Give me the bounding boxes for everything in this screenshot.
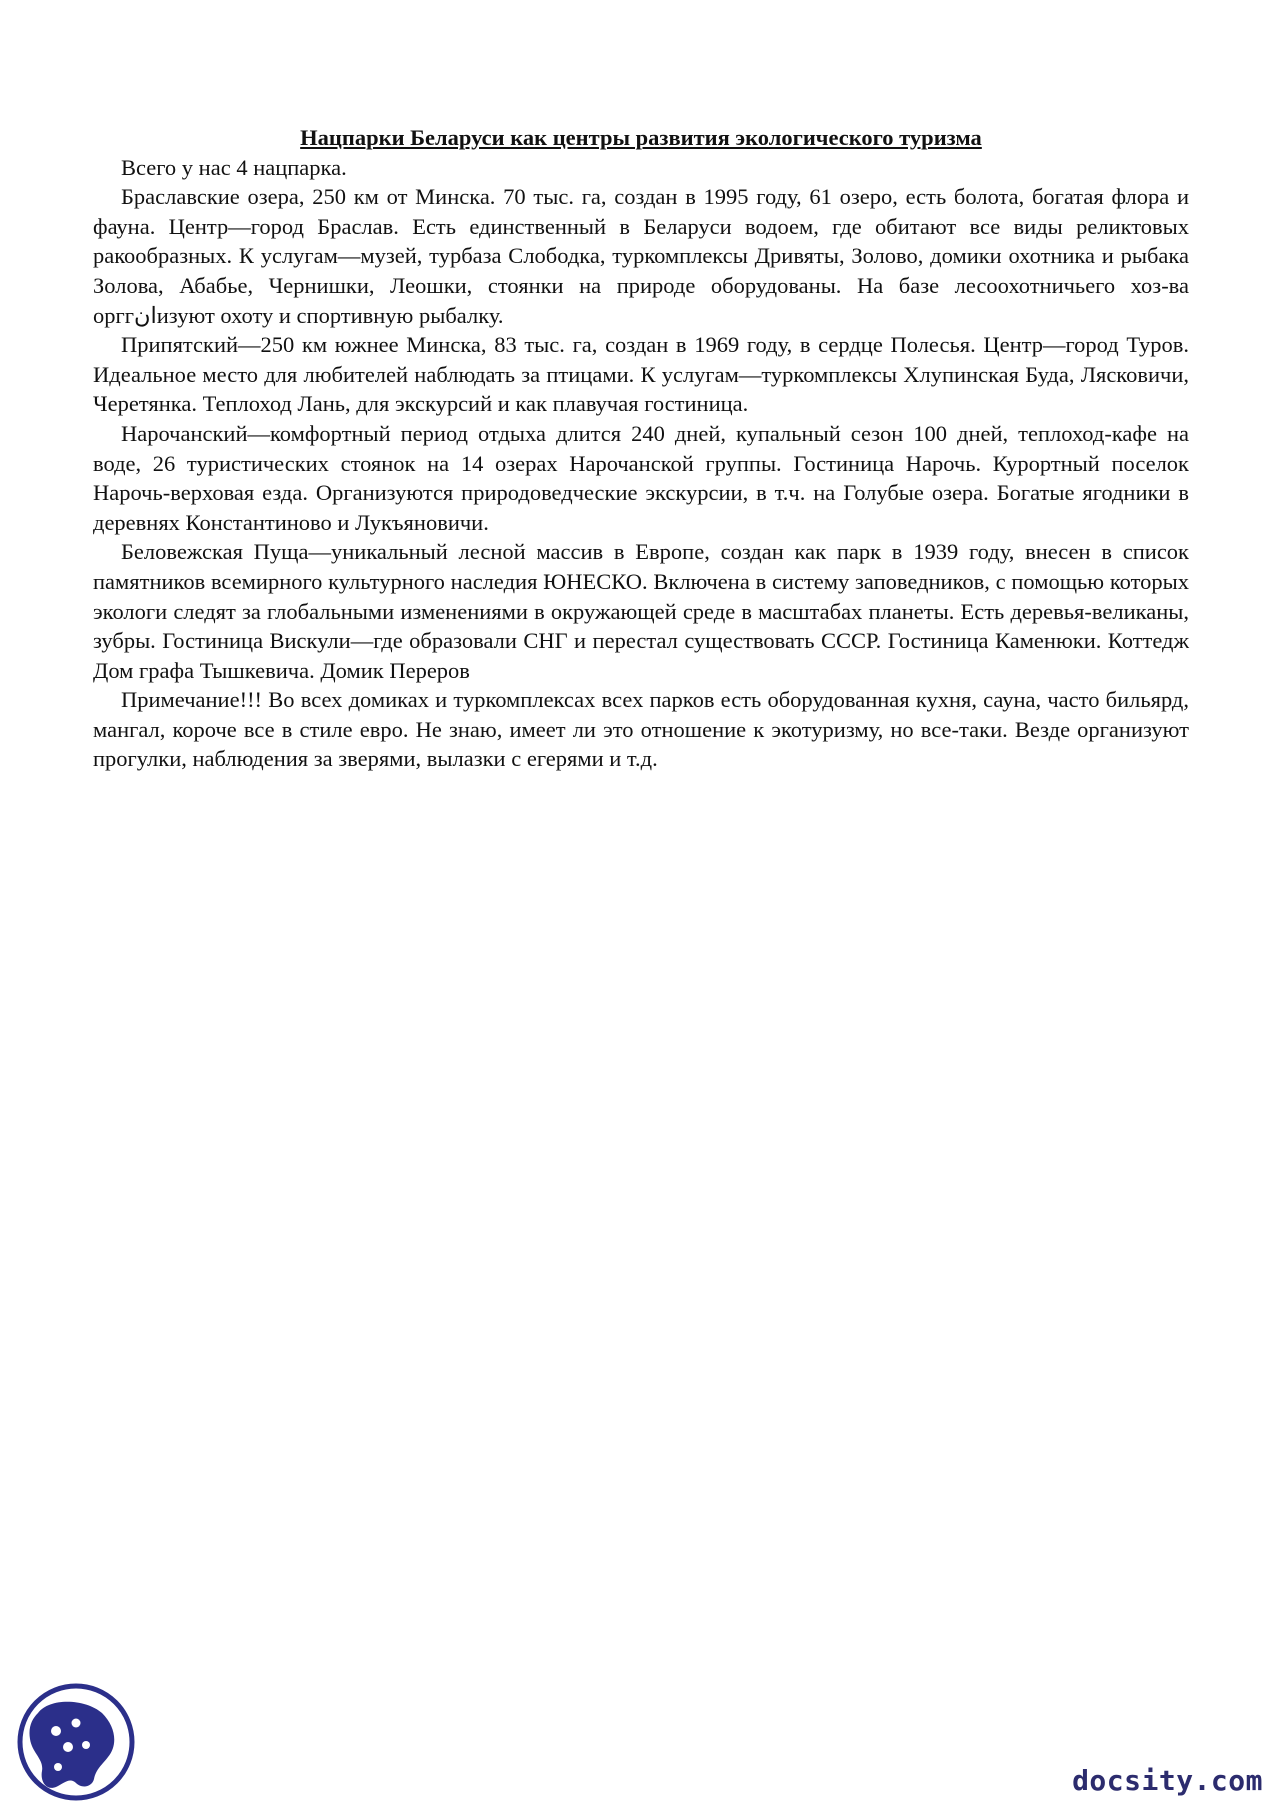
paragraph-note: Примечание!!! Во всех домиках и туркомплексах всех парков есть оборудованная кухня, сауна, часто бильярд, мангал, короче все в стиле евро. Не знаю, имеет ли это отношение к экотуризму, но все-таки. Везде организуют прогулки, наблюдения за зверями, вылазки с егерями и т.д. bbox=[93, 687, 1189, 772]
document-body bbox=[93, 123, 1189, 774]
paragraph-braslav: Браславские озера, 250 км от Минска. 70 тыс. га, создан в 1995 году, 61 озеро, есть болота, богатая флора и фауна. Центр—город Браслав. Есть единственный в Беларуси водоем, где обитают все виды реликтовых ракообразных. К услугам—музей, турбаза Слободка, туркомплексы Дривяты, Золово, домики охотника и рыбака Золова, Абабье, Чернишки, Леошки, стоянки на природе оборудованы. На базе лесоохотничьего хоз-ва орггانизуют охоту и спортивную рыбалку. bbox=[93, 184, 1189, 328]
paragraph-pripyat: Припятский—250 км южнее Минска, 83 тыс. га, создан в 1969 году, в сердце Полесья. Центр—город Туров. Идеальное место для любителей наблюдать за птицами. К услугам—туркомплексы Хлупинская Буда, Лясковичи, Черетянка. Теплоход Лань, для экскурсий и как плавучая гостиница. bbox=[93, 332, 1189, 417]
docsity-logo-icon bbox=[16, 1683, 136, 1801]
paragraph-intro: Всего у нас 4 нацпарка. bbox=[121, 154, 347, 180]
paragraph-naroch: Нарочанский—комфортный период отдыха длится 240 дней, купальный сезон 100 дней, теплоход-кафе на воде, 26 туристических стоянок на 14 озерах Нарочанской группы. Гостиница Нарочь. Курортный поселок Нарочь-верховая езда. Организуются природоведческие экскурсии, в т.ч. на Голубые озера. Богатые ягодники в деревнях Константиново и Лукъяновичи. bbox=[93, 420, 1189, 535]
document-title: Нацпарки Беларуси как центры развития экологического туризма bbox=[300, 125, 982, 150]
paragraph-belovezh: Беловежская Пуща—уникальный лесной массив в Европе, создан как парк в 1939 году, внесен в список памятников всемирного культурного наследия ЮНЕСКО. Включена в систему заповедников, с помощью которых экологи следят за глобальными изменениями в окружающей среде в масштабах планеты. Есть деревья-великаны, зубры. Гостиница Вискули—где образовали СНГ и перестал существовать СССР. Гостиница Каменюки. Коттедж Дом графа Тышкевича. Домик Переров bbox=[93, 539, 1189, 683]
docsity-wordmark: docsity.com bbox=[1072, 1764, 1263, 1797]
